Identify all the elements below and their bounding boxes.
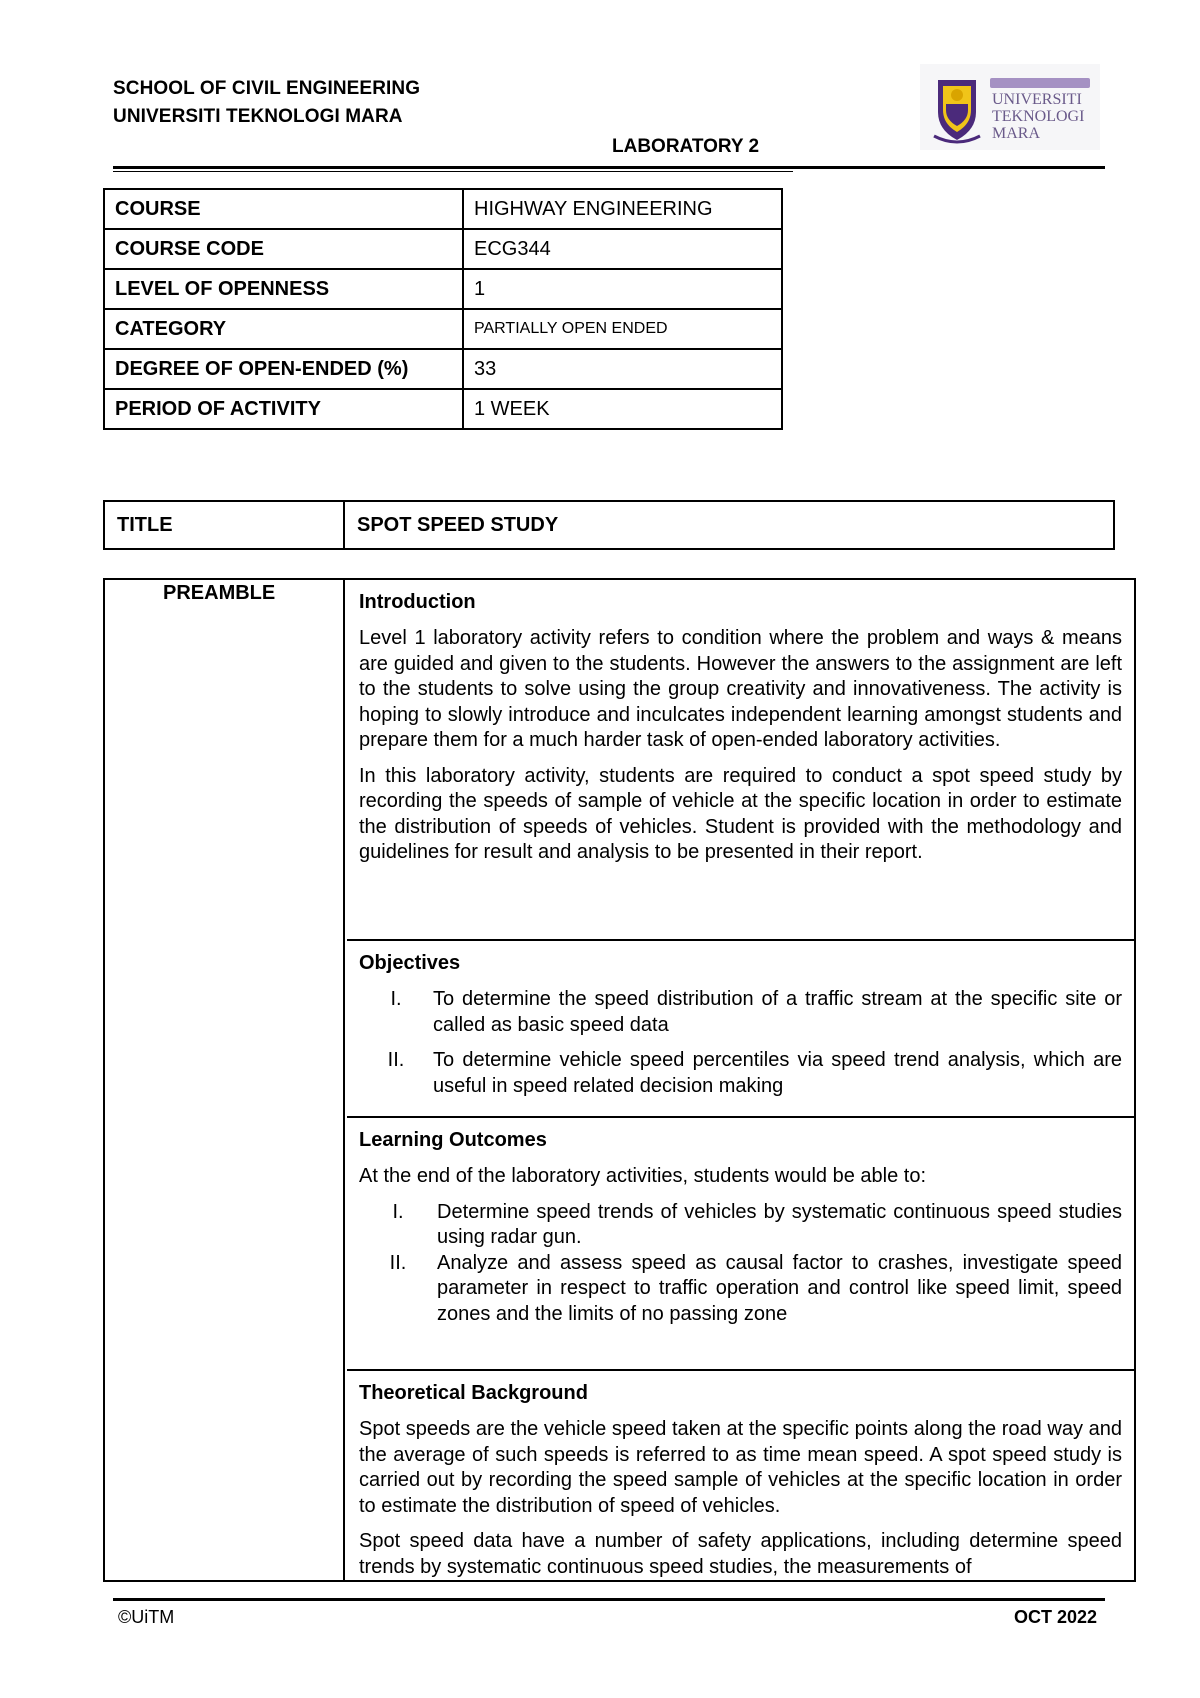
- list-item: [359, 987, 1122, 1038]
- info-key: PERIOD OF ACTIVITY: [104, 389, 463, 429]
- theoretical-background-paragraph-1: Spot speeds are the vehicle speed taken at the specific points along the road way and the average of such speeds is referred to as time mean speed. A spot speed study is carried out by recording the speed sample of vehicles at the specific location in order to estimate the distribution of speed of vehicles.: [359, 1418, 1122, 1517]
- course-info-table: [103, 188, 783, 430]
- introduction-section: [347, 580, 1134, 941]
- footer-copyright: ©UiTM: [118, 1607, 175, 1627]
- theoretical-background-heading: Theoretical Background: [359, 1382, 588, 1404]
- svg-text:UNIVERSITI: UNIVERSITI: [992, 91, 1082, 108]
- info-key: CATEGORY: [104, 309, 463, 349]
- introduction-paragraph-1: Level 1 laboratory activity refers to condition where the problem and ways & means are guided and given to the students. However the answers to the assignment are left to the students to solve using the group creativity and innovativeness. The activity is hoping to slowly introduce and inculcates independent learning amongst students and prepare them for a much harder task of open-ended laboratory activities.: [359, 627, 1122, 751]
- info-key: COURSE: [104, 189, 463, 229]
- uitm-crest-icon: [920, 64, 1100, 150]
- info-value: HIGHWAY ENGINEERING: [463, 189, 782, 229]
- list-text: To determine vehicle speed percentiles via speed trend analysis, which are useful in speed related decision making: [433, 1049, 1122, 1097]
- objectives-list: [359, 987, 1122, 1099]
- info-value: 1 WEEK: [463, 389, 782, 429]
- preamble-label-cell: [105, 580, 345, 1580]
- school-header: [113, 75, 420, 131]
- list-text: Analyze and assess speed as causal factor to crashes, investigate speed parameter in respect to traffic operation and control like speed limit, speed zones and the limits of no passing zone: [437, 1251, 1122, 1325]
- list-number: I.: [392, 1200, 404, 1223]
- list-number: I.: [390, 988, 402, 1010]
- list-item: [359, 1200, 1122, 1251]
- info-value: 33: [463, 349, 782, 389]
- table-row: [104, 269, 782, 309]
- learning-outcomes-heading: Learning Outcomes: [359, 1129, 547, 1151]
- table-row: [104, 189, 782, 229]
- table-row: [104, 389, 782, 429]
- info-value: PARTIALLY OPEN ENDED: [463, 309, 782, 349]
- svg-text:TEKNOLOGI: TEKNOLOGI: [992, 108, 1085, 125]
- school-name: SCHOOL OF CIVIL ENGINEERING: [113, 78, 421, 99]
- list-item: [359, 1251, 1122, 1328]
- table-row: [104, 309, 782, 349]
- list-number: II.: [389, 1251, 407, 1274]
- list-text: Determine speed trends of vehicles by systematic continuous speed studies using radar gun.: [437, 1200, 1122, 1248]
- university-name: UNIVERSITI TEKNOLOGI MARA: [113, 106, 403, 127]
- info-key: DEGREE OF OPEN-ENDED (%): [104, 349, 463, 389]
- list-text: To determine the speed distribution of a traffic stream at the specific site or called as basic speed data: [433, 988, 1122, 1036]
- objectives-heading: Objectives: [359, 952, 461, 974]
- svg-text:MARA: MARA: [992, 125, 1041, 142]
- title-value: SPOT SPEED STUDY: [344, 501, 1114, 549]
- table-row: [104, 349, 782, 389]
- uitm-logo: [920, 64, 1100, 150]
- learning-outcomes-section: [347, 1118, 1134, 1371]
- laboratory-label: LABORATORY 2: [612, 136, 760, 157]
- header-rule: [113, 166, 1105, 169]
- objectives-section: [347, 941, 1134, 1118]
- title-key: TITLE: [104, 501, 344, 549]
- title-table: [103, 500, 1115, 550]
- table-row: [104, 501, 1114, 549]
- list-number: II.: [387, 1049, 405, 1071]
- learning-outcomes-intro: At the end of the laboratory activities, students would be able to:: [359, 1165, 927, 1187]
- info-value: 1: [463, 269, 782, 309]
- introduction-paragraph-2: In this laboratory activity, students are required to conduct a spot speed study by recording the speeds of sample of vehicle at the specific location in order to estimate the distribution of speeds of vehicles. Student is provided with the methodology and guidelines for result and analysis to be presented in their report.: [359, 764, 1122, 863]
- header-rule-thin: [113, 171, 793, 172]
- theoretical-background-section: [347, 1371, 1134, 1580]
- theoretical-background-paragraph-2: Spot speed data have a number of safety applications, including determine speed trends by systematic continuous speed studies, the measurements of: [359, 1530, 1122, 1578]
- learning-outcomes-list: [359, 1200, 1122, 1328]
- footer-date: OCT 2022: [1014, 1607, 1098, 1627]
- introduction-heading: Introduction: [359, 591, 476, 613]
- list-item: [359, 1048, 1122, 1099]
- table-row: [104, 229, 782, 269]
- preamble-label: PREAMBLE: [163, 582, 276, 604]
- footer-rule: [113, 1598, 1105, 1601]
- info-key: COURSE CODE: [104, 229, 463, 269]
- info-value: ECG344: [463, 229, 782, 269]
- preamble-table: [103, 578, 1136, 1582]
- info-key: LEVEL OF OPENNESS: [104, 269, 463, 309]
